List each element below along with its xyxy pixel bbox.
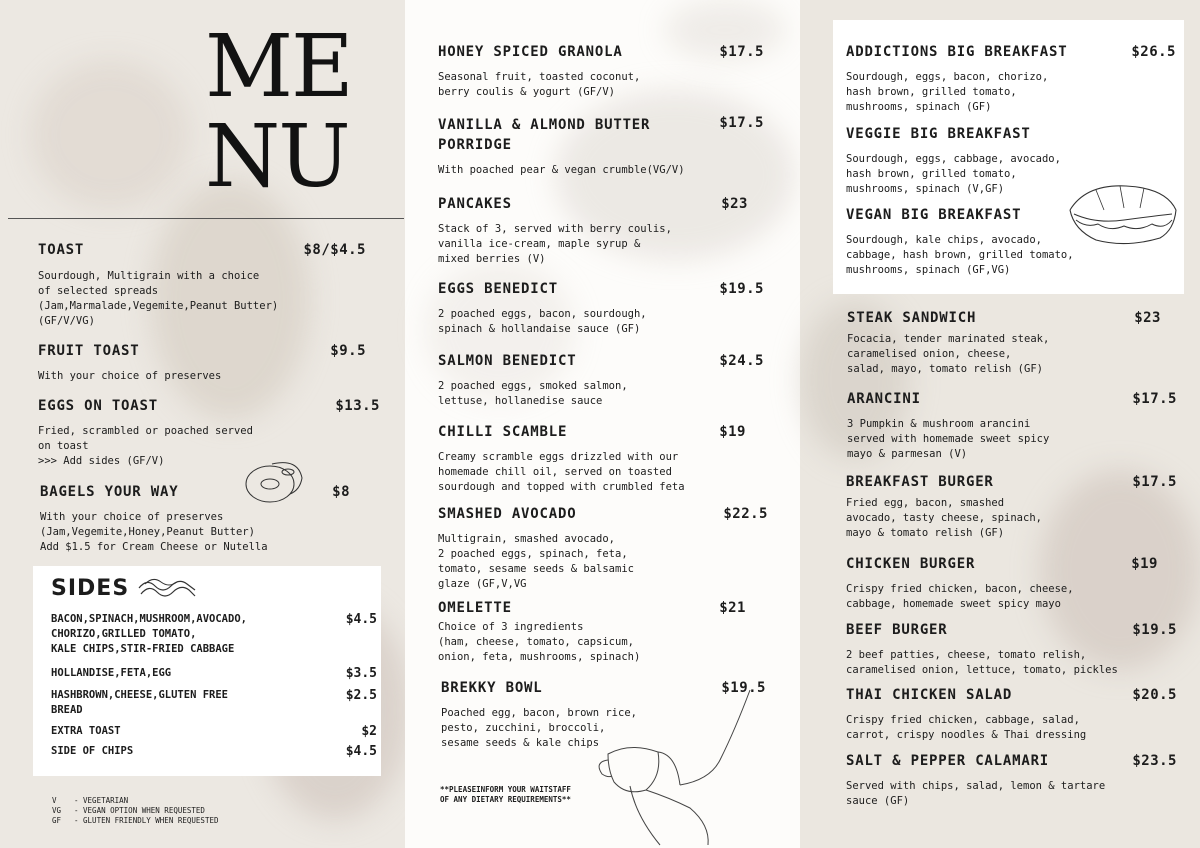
side-price: $3.5 bbox=[345, 666, 377, 681]
item-description: Choice of 3 ingredients (ham, cheese, tomato, capsicum, onion, feta, mushrooms, spinach) bbox=[438, 621, 641, 663]
item-name: CHILLI SCAMBLE bbox=[438, 424, 568, 440]
item-description: Fried, scrambled or poached served on toast >>> Add sides (GF/V) bbox=[38, 425, 253, 467]
side-name: HASHBROWN,CHEESE,GLUTEN FREE BREAD bbox=[51, 689, 229, 716]
menu-item bbox=[847, 389, 1177, 462]
sides-box bbox=[33, 566, 381, 776]
item-price: $13.5 bbox=[335, 398, 380, 414]
croissant-sandwich-icon bbox=[1066, 180, 1180, 250]
item-name: HONEY SPICED GRANOLA bbox=[438, 44, 623, 60]
item-description: Sourdough, eggs, bacon, chorizo, hash brown, grilled tomato, mushrooms, spinach (GF) bbox=[846, 71, 1049, 113]
side-price: $2.5 bbox=[345, 688, 377, 703]
item-description: Multigrain, smashed avocado, 2 poached eggs, spinach, feta, tomato, sesame seeds & balsamic glaze (GF,V,VG bbox=[438, 533, 634, 590]
item-price: $9.5 bbox=[330, 343, 366, 359]
item-price: $26.5 bbox=[1131, 44, 1176, 60]
item-description: 2 poached eggs, smoked salmon, lettuse, hollanedise sauce bbox=[438, 380, 628, 407]
item-price: $8/$4.5 bbox=[303, 242, 366, 258]
item-name: BREAKFAST BURGER bbox=[846, 474, 994, 490]
item-description: Served with chips, salad, lemon & tartare sauce (GF) bbox=[846, 780, 1106, 807]
item-name: SMASHED AVOCADO bbox=[438, 506, 577, 522]
item-description: Crispy fried chicken, bacon, cheese, cabbage, homemade sweet spicy mayo bbox=[846, 583, 1074, 610]
menu-item bbox=[38, 240, 366, 329]
item-name: FRUIT TOAST bbox=[38, 343, 140, 359]
item-name: SALT & PEPPER CALAMARI bbox=[846, 753, 1050, 769]
item-price: $23.5 bbox=[1132, 753, 1177, 769]
menu-item bbox=[847, 308, 1161, 377]
item-description: Crispy fried chicken, cabbage, salad, carrot, crispy noodles & Thai dressing bbox=[846, 714, 1087, 741]
dietary-legend: V - VEGETARIAN VG - VEGAN OPTION WHEN REQUESTED GF - GLUTEN FRIENDLY WHEN REQUESTED bbox=[52, 796, 219, 825]
item-name: BREKKY BOWL bbox=[441, 680, 543, 696]
item-name: VANILLA & ALMOND BUTTER PORRIDGE bbox=[438, 117, 651, 153]
coffee-cup-hand-icon bbox=[600, 690, 790, 845]
item-name: BEEF BURGER bbox=[846, 622, 948, 638]
item-name: SALMON BENEDICT bbox=[438, 353, 577, 369]
menu-item bbox=[438, 598, 746, 665]
item-name: EGGS BENEDICT bbox=[438, 281, 558, 297]
item-price: $19 bbox=[1131, 556, 1158, 572]
item-description: Sourdough, Multigrain with a choice of selected spreads (Jam,Marmalade,Vegemite,Peanut Butter) (GF/V/VG) bbox=[38, 270, 279, 327]
side-price: $4.5 bbox=[345, 612, 377, 627]
sides-row bbox=[51, 666, 377, 681]
item-price: $19.5 bbox=[719, 281, 764, 297]
item-name: PANCAKES bbox=[438, 196, 512, 212]
item-description: With your choice of preserves (Jam,Vegemite,Honey,Peanut Butter) Add $1.5 for Cream Cheese or Nutella bbox=[40, 511, 268, 553]
item-description: With your choice of preserves bbox=[38, 370, 222, 382]
item-description: Poached egg, bacon, brown rice, pesto, zucchini, broccoli, sesame seeds & kale chips bbox=[441, 707, 637, 749]
item-name: CHICKEN BURGER bbox=[846, 556, 976, 572]
item-description: 2 beef patties, cheese, tomato relish, caramelised onion, lettuce, tomato, pickles bbox=[846, 649, 1118, 676]
item-name: OMELETTE bbox=[438, 600, 512, 616]
bagel-icon bbox=[242, 456, 306, 506]
menu-item bbox=[846, 620, 1177, 678]
item-price: $22.5 bbox=[723, 506, 768, 522]
sides-title: SIDES bbox=[51, 576, 130, 601]
item-price: $23 bbox=[721, 196, 748, 212]
item-price: $17.5 bbox=[1132, 474, 1177, 490]
item-description: Seasonal fruit, toasted coconut, berry coulis & yogurt (GF/V) bbox=[438, 71, 641, 98]
menu-item bbox=[438, 422, 746, 495]
left-panel bbox=[0, 0, 405, 848]
item-description: 2 poached eggs, bacon, sourdough, spinach & hollandaise sauce (GF) bbox=[438, 308, 647, 335]
menu-item bbox=[846, 554, 1158, 612]
menu-item bbox=[38, 396, 380, 469]
item-name: BAGELS YOUR WAY bbox=[40, 484, 179, 500]
item-price: $21 bbox=[719, 600, 746, 616]
menu-item bbox=[438, 194, 748, 267]
menu-item bbox=[438, 351, 764, 409]
item-name: VEGAN BIG BREAKFAST bbox=[846, 207, 1022, 223]
item-description: Creamy scramble eggs drizzled with our homemade chill oil, served on toasted sourdough and topped with crumbled feta bbox=[438, 451, 685, 493]
menu-item bbox=[846, 472, 1177, 541]
sides-row bbox=[51, 612, 377, 657]
side-name: SIDE OF CHIPS bbox=[51, 745, 134, 757]
side-name: BACON,SPINACH,MUSHROOM,AVOCADO, CHORIZO,GRILLED TOMATO, KALE CHIPS,STIR-FRIED CABBAGE bbox=[51, 613, 247, 655]
menu-item bbox=[38, 341, 366, 384]
item-description: Focacia, tender marinated steak, caramelised onion, cheese, salad, mayo, tomato relish (GF) bbox=[847, 333, 1050, 375]
item-description: Sourdough, kale chips, avocado, cabbage, hash brown, grilled tomato, mushrooms, spinach (GF,VG) bbox=[846, 234, 1074, 276]
side-price: $4.5 bbox=[345, 744, 377, 759]
sides-row bbox=[51, 724, 377, 739]
item-name: VEGGIE BIG BREAKFAST bbox=[846, 126, 1031, 142]
item-description: Fried egg, bacon, smashed avocado, tasty cheese, spinach, mayo & tomato relish (GF) bbox=[846, 497, 1042, 539]
item-price: $17.5 bbox=[719, 44, 764, 60]
item-price: $17.5 bbox=[719, 115, 764, 131]
item-description: 3 Pumpkin & mushroom arancini served with homemade sweet spicy mayo & parmesan (V) bbox=[847, 418, 1050, 460]
item-name: STEAK SANDWICH bbox=[847, 310, 977, 326]
menu-item bbox=[438, 504, 768, 592]
side-name: EXTRA TOAST bbox=[51, 725, 121, 737]
item-price: $24.5 bbox=[719, 353, 764, 369]
title-divider bbox=[8, 218, 404, 219]
item-name: ARANCINI bbox=[847, 391, 921, 407]
item-description: Sourdough, eggs, cabbage, avocado, hash brown, grilled tomato, mushrooms, spinach (V,GF) bbox=[846, 153, 1061, 195]
item-price: $8 bbox=[332, 484, 350, 500]
menu-item bbox=[438, 279, 764, 337]
item-description: With poached pear & vegan crumble(VG/V) bbox=[438, 164, 685, 176]
item-name: TOAST bbox=[38, 242, 85, 258]
side-price: $2 bbox=[361, 724, 377, 739]
item-description: Stack of 3, served with berry coulis, vanilla ice-cream, maple syrup & mixed berries (V) bbox=[438, 223, 672, 265]
item-price: $19 bbox=[719, 424, 746, 440]
side-name: HOLLANDISE,FETA,EGG bbox=[51, 667, 172, 679]
item-name: ADDICTIONS BIG BREAKFAST bbox=[846, 44, 1068, 60]
menu-item bbox=[438, 42, 764, 100]
item-price: $17.5 bbox=[1132, 391, 1177, 407]
dietary-note: **PLEASEINFORM YOUR WAITSTAFF OF ANY DIETARY REQUIREMENTS** bbox=[440, 785, 571, 804]
menu-item bbox=[846, 751, 1177, 809]
menu-item bbox=[846, 42, 1176, 115]
item-name: EGGS ON TOAST bbox=[38, 398, 158, 414]
item-price: $19.5 bbox=[721, 680, 766, 696]
bacon-icon bbox=[137, 574, 197, 600]
menu-title: ME NU bbox=[205, 17, 352, 207]
item-name: THAI CHICKEN SALAD bbox=[846, 687, 1013, 703]
sides-row bbox=[51, 744, 377, 759]
item-price: $19.5 bbox=[1132, 622, 1177, 638]
sides-row bbox=[51, 688, 377, 718]
menu-item bbox=[438, 115, 764, 178]
menu-item bbox=[846, 685, 1177, 743]
item-price: $23 bbox=[1134, 310, 1161, 326]
item-price: $20.5 bbox=[1132, 687, 1177, 703]
